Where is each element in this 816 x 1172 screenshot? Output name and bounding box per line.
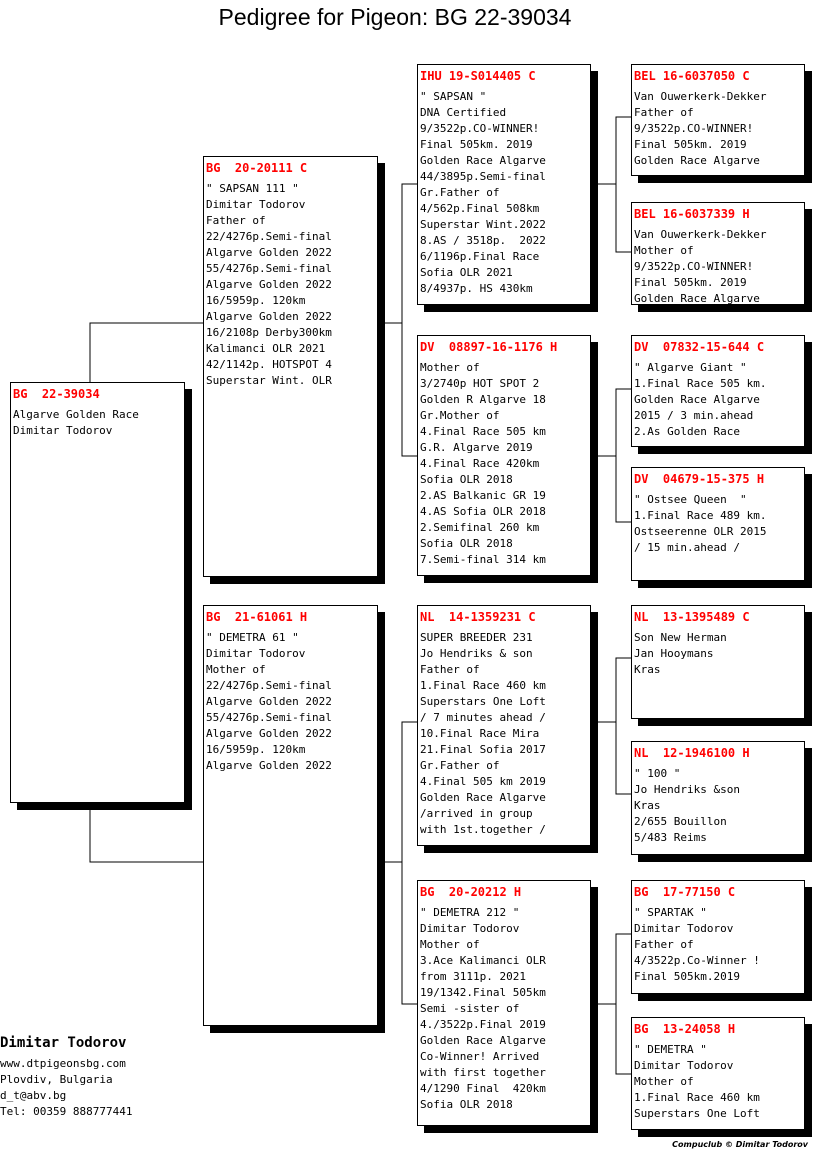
great-grandparent-mmf-details (634, 905, 804, 985)
detail-line: Superstars One Loft (420, 695, 546, 708)
detail-line: Golden Race Algarve (420, 1034, 546, 1047)
detail-line: " DEMETRA 61 " (206, 631, 299, 644)
detail-line: Jo Hendriks &son (634, 783, 740, 796)
father-ring-number: BG 20-20111 C (206, 161, 308, 175)
detail-line: Father of (420, 663, 480, 676)
detail-line: Golden Race Algarve (634, 393, 760, 406)
detail-line: 4/562p.Final 508km (420, 202, 540, 215)
detail-line: Sofia OLR 2018 (420, 473, 513, 486)
great-grandparent-mfm-ring-number: NL 12-1946100 H (634, 746, 750, 760)
breeder-phone: Tel: 00359 888777441 (0, 1105, 133, 1118)
detail-line: 44/3895p.Semi-final (420, 170, 546, 183)
great-grandparent-fmm-ring-number: DV 04679-15-375 H (634, 472, 765, 486)
detail-line: Algarve Golden 2022 (206, 310, 332, 323)
detail-line: Sofia OLR 2021 (420, 266, 513, 279)
detail-line: Final 505km. 2019 (634, 276, 747, 289)
detail-line: 2.Semifinal 260 km (420, 521, 540, 534)
detail-line: 3/2740p HOT SPOT 2 (420, 377, 540, 390)
detail-line: 9/3522p.CO-WINNER! (420, 122, 540, 135)
detail-line: /arrived in group (420, 807, 533, 820)
father-card (203, 156, 378, 577)
detail-line: Algarve Golden 2022 (206, 727, 332, 740)
maternal-grandmother-ring-number: BG 20-20212 H (420, 885, 522, 899)
detail-line: Superstars One Loft (634, 1107, 760, 1120)
detail-line: Golden Race Algarve (634, 154, 760, 167)
detail-line: Gr.Father of (420, 186, 500, 199)
detail-line: Superstar Wint.2022 (420, 218, 546, 231)
detail-line: Semi -sister of (420, 1002, 520, 1015)
detail-line: " Algarve Giant " (634, 361, 747, 374)
detail-line: with first together (420, 1066, 546, 1079)
detail-line: Dimitar Todorov (420, 922, 520, 935)
mother-card (203, 605, 378, 1026)
footer-copyright: Compuclub © Dimitar Todorov (672, 1140, 808, 1149)
detail-line: Algarve Golden Race (13, 408, 139, 421)
paternal-grandmother-card (417, 335, 591, 576)
breeder-website[interactable]: www.dtpigeonsbg.com (0, 1057, 126, 1070)
detail-line: Father of (206, 214, 266, 227)
detail-line: Kras (634, 663, 661, 676)
subject-pigeon-card (10, 382, 185, 803)
detail-line: 9/3522p.CO-WINNER! (634, 122, 754, 135)
detail-line: 16/5959p. 120km (206, 743, 306, 756)
subject-ring-number: BG 22-39034 (13, 387, 100, 401)
detail-line: 16/2108p Derby300km (206, 326, 332, 339)
great-grandparent-mff-ring-number: NL 13-1395489 C (634, 610, 750, 624)
great-grandparent-mfm-details (634, 766, 804, 846)
detail-line: from 3111p. 2021 (420, 970, 526, 983)
detail-line: Van Ouwerkerk-Dekker (634, 228, 767, 241)
detail-line: Jan Hooymans (634, 647, 714, 660)
detail-line: 2/655 Bouillon (634, 815, 727, 828)
detail-line: 9/3522p.CO-WINNER! (634, 260, 754, 273)
detail-line: 4.AS Sofia OLR 2018 (420, 505, 546, 518)
great-grandparent-mff-card (631, 605, 805, 719)
detail-line: " SPARTAK " (634, 906, 707, 919)
mother-ring-number: BG 21-61061 H (206, 610, 308, 624)
detail-line: Algarve Golden 2022 (206, 695, 332, 708)
paternal-grandmother-details (420, 360, 590, 568)
detail-line: 1.Final Race 505 km. (634, 377, 767, 390)
breeder-info (0, 1034, 132, 1120)
detail-line: 1.Final Race 489 km. (634, 509, 767, 522)
detail-line: 2.As Golden Race (634, 425, 740, 438)
detail-line: 4.Final 505 km 2019 (420, 775, 546, 788)
detail-line: 6/1196p.Final Race (420, 250, 540, 263)
detail-line: Superstar Wint. OLR (206, 374, 332, 387)
detail-line: 7.Semi-final 314 km (420, 553, 546, 566)
father-details (206, 181, 377, 389)
breeder-name: Dimitar Todorov (0, 1035, 127, 1051)
great-grandparent-fff-card (631, 64, 805, 176)
detail-line: " SAPSAN 111 " (206, 182, 299, 195)
great-grandparent-mmm-card (631, 1017, 805, 1130)
detail-line: Algarve Golden 2022 (206, 759, 332, 772)
detail-line: " SAPSAN " (420, 90, 487, 103)
paternal-grandfather-ring-number: IHU 19-S014405 C (420, 69, 536, 83)
detail-line: 2.AS Balkanic GR 19 (420, 489, 546, 502)
mother-details (206, 630, 377, 774)
detail-line: 1.Final Race 460 km (634, 1091, 760, 1104)
great-grandparent-ffm-card (631, 202, 805, 305)
detail-line: Dimitar Todorov (634, 922, 734, 935)
detail-line: / 7 minutes ahead / (420, 711, 546, 724)
maternal-grandmother-card (417, 880, 591, 1126)
detail-line: Sofia OLR 2018 (420, 1098, 513, 1111)
detail-line: with 1st.together / (420, 823, 546, 836)
detail-line: Kalimanci OLR 2021 (206, 342, 326, 355)
detail-line: Golden Race Algarve (634, 292, 760, 305)
detail-line: Mother of (206, 663, 266, 676)
paternal-grandfather-card (417, 64, 591, 305)
detail-line: 1.Final Race 460 km (420, 679, 546, 692)
great-grandparent-fmf-card (631, 335, 805, 447)
detail-line: Golden R Algarve 18 (420, 393, 546, 406)
paternal-grandmother-ring-number: DV 08897-16-1176 H (420, 340, 558, 354)
detail-line: Mother of (634, 1075, 694, 1088)
detail-line: Ostseerenne OLR 2015 (634, 525, 767, 538)
great-grandparent-mmm-details (634, 1042, 804, 1122)
detail-line: 5/483 Reims (634, 831, 707, 844)
detail-line: Golden Race Algarve (420, 154, 546, 167)
detail-line: 22/4276p.Semi-final (206, 230, 332, 243)
detail-line: Co-Winner! Arrived (420, 1050, 540, 1063)
detail-line: Father of (634, 938, 694, 951)
detail-line: 21.Final Sofia 2017 (420, 743, 546, 756)
detail-line: Dimitar Todorov (206, 198, 306, 211)
detail-line: Final 505km. 2019 (634, 138, 747, 151)
great-grandparent-ffm-details (634, 227, 804, 307)
detail-line: Kras (634, 799, 661, 812)
detail-line: 19/1342.Final 505km (420, 986, 546, 999)
detail-line: Mother of (634, 244, 694, 257)
detail-line: Dimitar Todorov (206, 647, 306, 660)
detail-line: 8/4937p. HS 430km (420, 282, 533, 295)
detail-line: Golden Race Algarve (420, 791, 546, 804)
great-grandparent-mmf-card (631, 880, 805, 994)
breeder-email[interactable]: d_t@abv.bg (0, 1089, 67, 1102)
detail-line: 2015 / 3 min.ahead (634, 409, 754, 422)
detail-line: Sofia OLR 2018 (420, 537, 513, 550)
detail-line: 4/1290 Final 420km (420, 1082, 546, 1095)
great-grandparent-fff-details (634, 89, 804, 169)
great-grandparent-mff-details (634, 630, 804, 678)
great-grandparent-mmm-ring-number: BG 13-24058 H (634, 1022, 736, 1036)
detail-line: Jo Hendriks & son (420, 647, 533, 660)
detail-line: 4./3522p.Final 2019 (420, 1018, 546, 1031)
maternal-grandfather-ring-number: NL 14-1359231 C (420, 610, 536, 624)
detail-line: Algarve Golden 2022 (206, 246, 332, 259)
great-grandparent-fmf-details (634, 360, 804, 440)
detail-line: Final 505km.2019 (634, 970, 740, 983)
detail-line: Son New Herman (634, 631, 727, 644)
detail-line: 3.Ace Kalimanci OLR (420, 954, 546, 967)
maternal-grandmother-details (420, 905, 590, 1113)
detail-line: SUPER BREEDER 231 (420, 631, 533, 644)
great-grandparent-mfm-card (631, 741, 805, 855)
detail-line: " Ostsee Queen " (634, 493, 747, 506)
page-title: Pedigree for Pigeon: BG 22-39034 (218, 4, 572, 30)
maternal-grandfather-details (420, 630, 590, 838)
detail-line: Dimitar Todorov (13, 424, 113, 437)
great-grandparent-fmm-card (631, 467, 805, 581)
detail-line: Gr.Father of (420, 759, 500, 772)
detail-line: 8.AS / 3518p. 2022 (420, 234, 546, 247)
detail-line: Van Ouwerkerk-Dekker (634, 90, 767, 103)
detail-line: Algarve Golden 2022 (206, 278, 332, 291)
great-grandparent-mmf-ring-number: BG 17-77150 C (634, 885, 736, 899)
detail-line: 16/5959p. 120km (206, 294, 306, 307)
detail-line: G.R. Algarve 2019 (420, 441, 533, 454)
great-grandparent-fff-ring-number: BEL 16-6037050 C (634, 69, 750, 83)
detail-line: 42/1142p. HOTSPOT 4 (206, 358, 332, 371)
detail-line: Mother of (420, 361, 480, 374)
great-grandparent-fmf-ring-number: DV 07832-15-644 C (634, 340, 765, 354)
detail-line: 55/4276p.Semi-final (206, 262, 332, 275)
detail-line: 4/3522p.Co-Winner ! (634, 954, 760, 967)
detail-line: Final 505km. 2019 (420, 138, 533, 151)
maternal-grandfather-card (417, 605, 591, 846)
detail-line: / 15 min.ahead / (634, 541, 740, 554)
detail-line: " DEMETRA 212 " (420, 906, 520, 919)
detail-line: DNA Certified (420, 106, 507, 119)
detail-line: 55/4276p.Semi-final (206, 711, 332, 724)
paternal-grandfather-details (420, 89, 590, 297)
great-grandparent-fmm-details (634, 492, 804, 556)
detail-line: 4.Final Race 505 km (420, 425, 546, 438)
detail-line: 10.Final Race Mira (420, 727, 540, 740)
detail-line: 4.Final Race 420km (420, 457, 540, 470)
breeder-location: Plovdiv, Bulgaria (0, 1073, 113, 1086)
great-grandparent-ffm-ring-number: BEL 16-6037339 H (634, 207, 750, 221)
detail-line: Mother of (420, 938, 480, 951)
detail-line: " 100 " (634, 767, 681, 780)
detail-line: " DEMETRA " (634, 1043, 707, 1056)
subject-details (13, 407, 184, 439)
detail-line: 22/4276p.Semi-final (206, 679, 332, 692)
detail-line: Dimitar Todorov (634, 1059, 734, 1072)
detail-line: Gr.Mother of (420, 409, 500, 422)
detail-line: Father of (634, 106, 694, 119)
